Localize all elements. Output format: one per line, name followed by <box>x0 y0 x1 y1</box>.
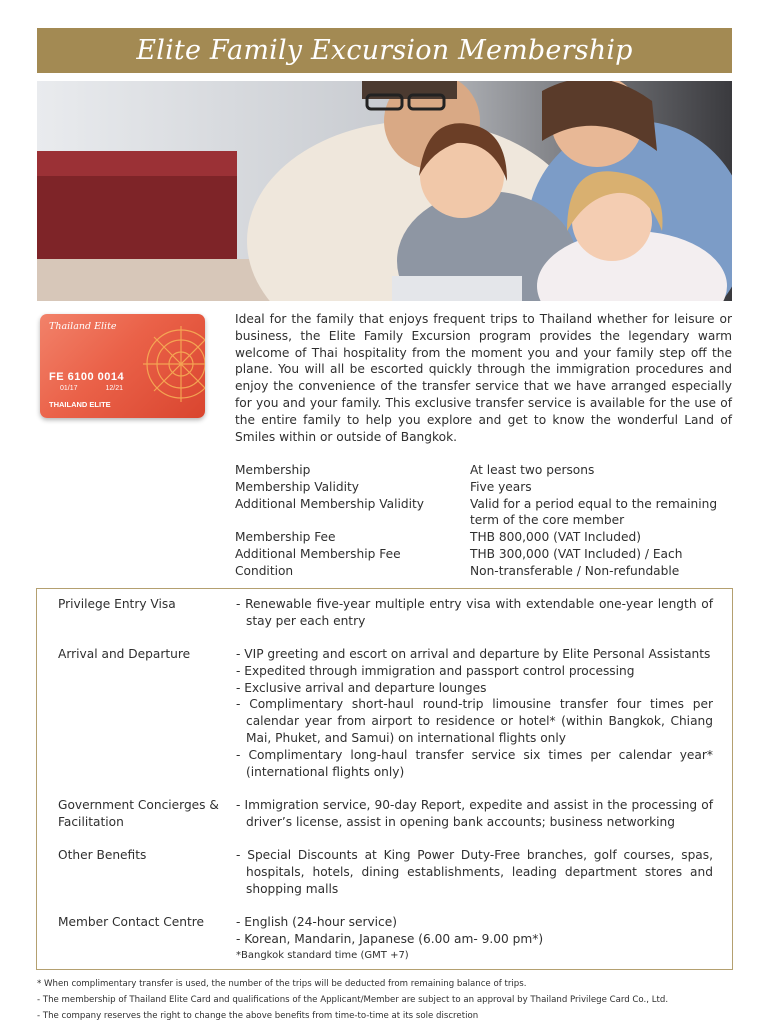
benefit-list <box>236 797 713 831</box>
benefit-item: - Exclusive arrival and departure lounges <box>236 680 487 695</box>
fact-label: Membership Validity <box>235 479 359 494</box>
fact-label: Membership Fee <box>235 530 336 545</box>
benefit-row-contact <box>58 914 713 964</box>
fact-row <box>235 529 732 546</box>
benefit-row-visa <box>58 596 713 630</box>
benefit-note: *Bangkok standard time (GMT +7) <box>236 949 409 961</box>
fact-row <box>235 479 732 496</box>
benefit-list <box>236 646 713 780</box>
benefit-list <box>236 847 713 897</box>
footnote: * When complimentary transfer is used, the number of the trips will be deducted from remaining balance of trips. <box>37 979 527 989</box>
footnote: - The membership of Thailand Elite Card and qualifications of the Applicant/Member are subject to an approval by Thailand Privilege Card Co., Ltd. <box>37 994 669 1005</box>
fact-row <box>235 563 732 580</box>
card-valid-to: 12/21 <box>105 385 124 392</box>
fact-row <box>235 546 732 563</box>
membership-facts <box>235 462 732 580</box>
fact-value: Valid for a period equal to the remaining term of the core member <box>470 496 718 528</box>
benefit-list <box>236 914 713 964</box>
benefit-item: - English (24-hour service) <box>236 915 398 929</box>
benefit-item: - Expedited through immigration and passport control processing <box>236 663 635 678</box>
benefit-item: - Complimentary short-haul round-trip limousine transfer four times per calendar year from airport to residence or hotel* (within Bangkok, Chiang Mai, Phuket, and Samui) on international flights only <box>236 697 713 745</box>
fact-row <box>235 496 732 530</box>
benefit-label: Arrival and Departure <box>58 647 191 661</box>
benefit-row-government <box>58 797 713 831</box>
fact-value: THB 300,000 (VAT Included) / Each <box>470 546 683 561</box>
footnote: - The company reserves the right to change the above benefits from time-to-time at its sole discretion <box>37 1010 479 1021</box>
fact-label: Membership <box>235 463 311 477</box>
benefit-item: - Special Discounts at King Power Duty-Free branches, golf courses, spas, hospitals, hotels, dining establishments, leading department stores and shopping malls <box>236 848 713 896</box>
card-brand: THAILAND ELITE <box>49 400 111 409</box>
page-title: Elite Family Excursion Membership <box>136 35 633 66</box>
fact-value: At least two persons <box>470 463 595 477</box>
benefits-box <box>36 588 733 970</box>
benefit-label: Government Concierges & Facilitation <box>58 798 219 829</box>
card-logo: Thailand Elite <box>49 321 117 332</box>
fact-value: THB 800,000 (VAT Included) <box>470 530 641 545</box>
benefit-item: - Complimentary long-haul transfer service six times per calendar year* (international flights only) <box>236 747 713 779</box>
intro-paragraph: Ideal for the family that enjoys frequent trips to Thailand whether for leisure or business, the Elite Family Excursion program provides the legendary warm welcome of Thai hospitality from the moment you and your family step off the plane. You will all be escorted quickly through the immigration procedures and enjoy the convenience of the transfer service that we have arranged especially for you and your family. This exclusive transfer service is available for the use of the entire family to help you explore and get to know the wonderful Land of Smiles within or outside of Bangkok. <box>235 312 732 444</box>
benefit-item: - Korean, Mandarin, Japanese (6.00 am- 9.00 pm*) <box>236 931 544 946</box>
benefit-label: Privilege Entry Visa <box>58 597 176 611</box>
card-dates <box>60 385 123 392</box>
fact-label: Additional Membership Fee <box>235 546 401 561</box>
family-photo <box>37 81 732 301</box>
fact-value: Non-transferable / Non-refundable <box>470 563 680 578</box>
benefit-row-other <box>58 847 713 897</box>
fact-value: Five years <box>470 479 532 494</box>
fact-label: Additional Membership Validity <box>235 496 425 511</box>
benefit-label: Other Benefits <box>58 848 147 862</box>
card-valid-from: 01/17 <box>60 385 78 392</box>
footnotes <box>37 977 737 1024</box>
fact-label: Condition <box>235 563 294 578</box>
benefit-item: - VIP greeting and escort on arrival and departure by Elite Personal Assistants <box>236 647 711 661</box>
benefit-item: - Renewable five-year multiple entry visa with extendable one-year length of stay per each entry <box>236 597 713 628</box>
card-number: FE 6100 0014 <box>49 371 125 383</box>
benefit-label: Member Contact Centre <box>58 915 205 929</box>
benefit-row-arrival <box>58 646 713 780</box>
membership-card <box>40 314 205 418</box>
fact-row <box>235 462 732 479</box>
benefit-item: - Immigration service, 90-day Report, expedite and assist in the processing of driver’s license, assist in opening bank accounts; business networking <box>236 798 713 829</box>
benefit-list <box>236 596 713 630</box>
seal-icon <box>141 324 205 404</box>
title-banner <box>37 28 732 73</box>
